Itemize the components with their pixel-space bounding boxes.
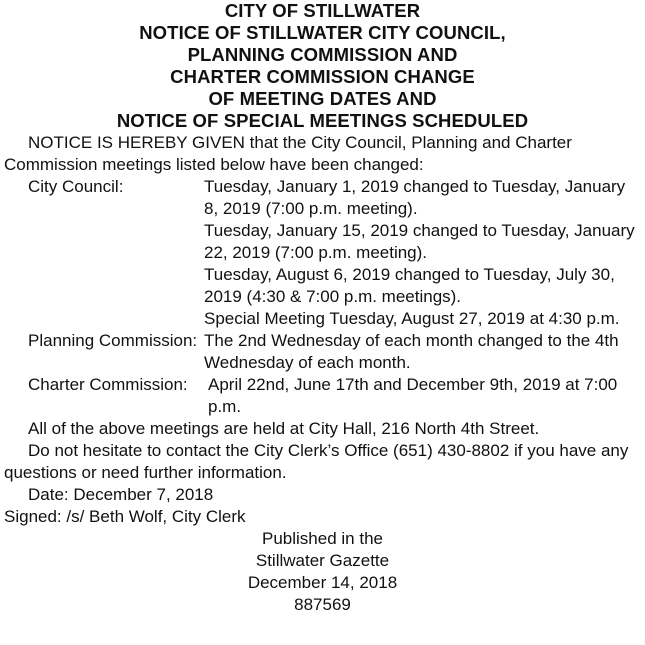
title-line: PLANNING COMMISSION AND xyxy=(187,44,458,65)
planning-commission-label: Planning Commission: xyxy=(28,331,198,350)
published-in-line: Published in the xyxy=(262,529,383,548)
planning-commission-detail: The 2nd Wednesday of each month changed to the 4th Wednesday of each month. xyxy=(204,331,619,372)
publication-info xyxy=(4,528,641,616)
title-line: CITY OF STILLWATER xyxy=(224,0,421,21)
notice-title xyxy=(4,0,641,132)
date-line: Date: December 7, 2018 xyxy=(28,485,214,504)
city-council-label: City Council: xyxy=(28,177,124,196)
publication-name: Stillwater Gazette xyxy=(255,551,390,570)
notice-number: 887569 xyxy=(294,595,351,614)
intro-paragraph: NOTICE IS HEREBY GIVEN that the City Council, Planning and Charter Commission meetings listed below have been changed: xyxy=(4,133,572,174)
signed-line: Signed: /s/ Beth Wolf, City Clerk xyxy=(4,507,246,526)
location-paragraph: All of the above meetings are held at City Hall, 216 North 4th Street. xyxy=(28,419,540,438)
city-council-entry: Tuesday, January 1, 2019 changed to Tuesday, January 8, 2019 (7:00 p.m. meeting). xyxy=(204,177,626,218)
meeting-schedule xyxy=(4,176,641,418)
publication-date: December 14, 2018 xyxy=(247,573,398,592)
title-line: NOTICE OF SPECIAL MEETINGS SCHEDULED xyxy=(116,110,529,131)
contact-paragraph: Do not hesitate to contact the City Clerk’s Office (651) 430-8802 if you have any questions or need further information. xyxy=(4,441,629,482)
city-council-entry: Special Meeting Tuesday, August 27, 2019 at 4:30 p.m. xyxy=(204,309,620,328)
title-line: CHARTER COMMISSION CHANGE xyxy=(170,66,475,87)
city-council-entry: Tuesday, January 15, 2019 changed to Tuesday, January 22, 2019 (7:00 p.m. meeting). xyxy=(204,221,635,262)
title-line: NOTICE OF STILLWATER CITY COUNCIL, xyxy=(139,22,506,43)
charter-commission-detail: April 22nd, June 17th and December 9th, 2019 at 7:00 p.m. xyxy=(208,375,618,416)
charter-commission-label: Charter Commission: xyxy=(28,375,188,394)
city-council-entry: Tuesday, August 6, 2019 changed to Tuesday, July 30, 2019 (4:30 & 7:00 p.m. meetings). xyxy=(204,265,615,306)
city-council-entries xyxy=(204,176,641,330)
title-line: OF MEETING DATES AND xyxy=(208,88,437,109)
